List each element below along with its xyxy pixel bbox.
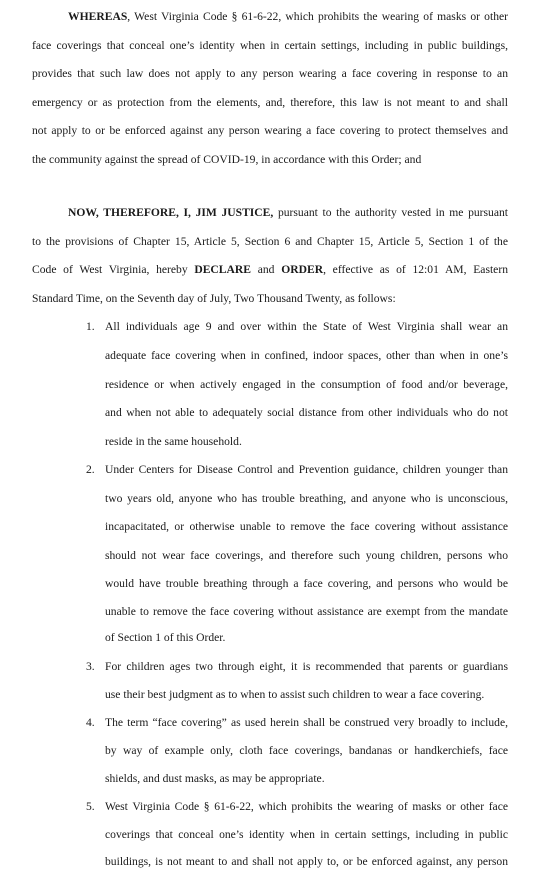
item-5-line-1: West Virginia Code § 61-6-22, which prohibits the wearing of masks or other face: [105, 800, 508, 813]
item-1-line-1: All individuals age 9 and over within the State of West Virginia shall wear an: [105, 320, 508, 333]
order-keyword: ORDER: [281, 263, 324, 276]
item-number: 3.: [86, 660, 95, 673]
whereas-line-4: emergency or as protection from the elements, and, therefore, this law is not meant to and shall: [32, 96, 508, 109]
now-therefore-line-3: [32, 263, 508, 277]
item-4-line-2: by way of example only, cloth face coverings, bandanas or handkerchiefs, face: [105, 744, 508, 757]
now-therefore-line-2: to the provisions of Chapter 15, Article 5, Section 6 and Chapter 15, Article 5, Section 1 of the: [32, 235, 508, 248]
now-therefore-text: Code of West Virginia, hereby: [32, 263, 195, 276]
item-number: 4.: [86, 716, 95, 729]
now-therefore-text: and: [251, 263, 282, 276]
now-therefore-line-4: Standard Time, on the Seventh day of July, Two Thousand Twenty, as follows:: [32, 292, 396, 305]
whereas-line-2: face coverings that conceal one’s identity when in certain settings, including in public buildings,: [32, 39, 508, 52]
item-2-line-2: two years old, anyone who has trouble breathing, and anyone who is unconscious,: [105, 492, 508, 505]
item-5-line-2: coverings that conceal one’s identity when in certain settings, including in public: [105, 828, 508, 841]
whereas-text: , West Virginia Code § 61-6-22, which prohibits the wearing of masks or other: [127, 10, 508, 23]
item-1-line-5: reside in the same household.: [105, 435, 242, 448]
now-therefore-text: pursuant to the authority vested in me pursuant: [273, 206, 508, 219]
item-5-line-3: buildings, is not meant to and shall not apply to, or be enforced against, any person: [105, 855, 508, 868]
item-2-line-1: Under Centers for Disease Control and Prevention guidance, children younger than: [105, 463, 508, 476]
item-2-line-6: unable to remove the face covering without assistance are exempt from the mandate: [105, 605, 508, 618]
now-therefore-line-1: [68, 206, 508, 220]
item-number: 5.: [86, 800, 95, 813]
item-3-line-1: For children ages two through eight, it is recommended that parents or guardians: [105, 660, 508, 673]
item-2-line-7: of Section 1 of this Order.: [105, 631, 226, 644]
declare-keyword: DECLARE: [194, 263, 252, 276]
whereas-line-6: the community against the spread of COVID-19, in accordance with this Order; and: [32, 153, 422, 166]
now-therefore-text: , effective as of 12:01 AM, Eastern: [323, 263, 508, 276]
now-therefore-lead: NOW, THEREFORE, I, JIM JUSTICE,: [68, 206, 274, 219]
item-number: 2.: [86, 463, 95, 476]
item-2-line-5: would have trouble breathing through a face covering, and persons who would be: [105, 577, 508, 590]
item-4-line-1: The term “face covering” as used herein shall be construed very broadly to include,: [105, 716, 508, 729]
whereas-lead: WHEREAS: [68, 10, 128, 23]
item-3-line-2: use their best judgment as to when to assist such children to wear a face covering.: [105, 688, 485, 701]
whereas-line-1: [68, 10, 508, 24]
item-1-line-2: adequate face covering when in confined, indoor spaces, other than when in one’s: [105, 349, 508, 362]
item-1-line-3: residence or when actively engaged in the consumption of food and/or beverage,: [105, 378, 508, 391]
item-2-line-3: incapacitated, or otherwise unable to remove the face covering without assistance: [105, 520, 508, 533]
item-number: 1.: [86, 320, 95, 333]
whereas-line-3: provides that such law does not apply to any person wearing a face covering in response to an: [32, 67, 508, 80]
whereas-line-5: not apply to or be enforced against any person wearing a face covering to protect themselves and: [32, 124, 508, 137]
item-2-line-4: should not wear face coverings, and therefore such young children, persons who: [105, 549, 508, 562]
item-4-line-3: shields, and dust masks, as may be appropriate.: [105, 772, 325, 785]
item-1-line-4: and when not able to adequately social distance from other individuals who do not: [105, 406, 508, 419]
